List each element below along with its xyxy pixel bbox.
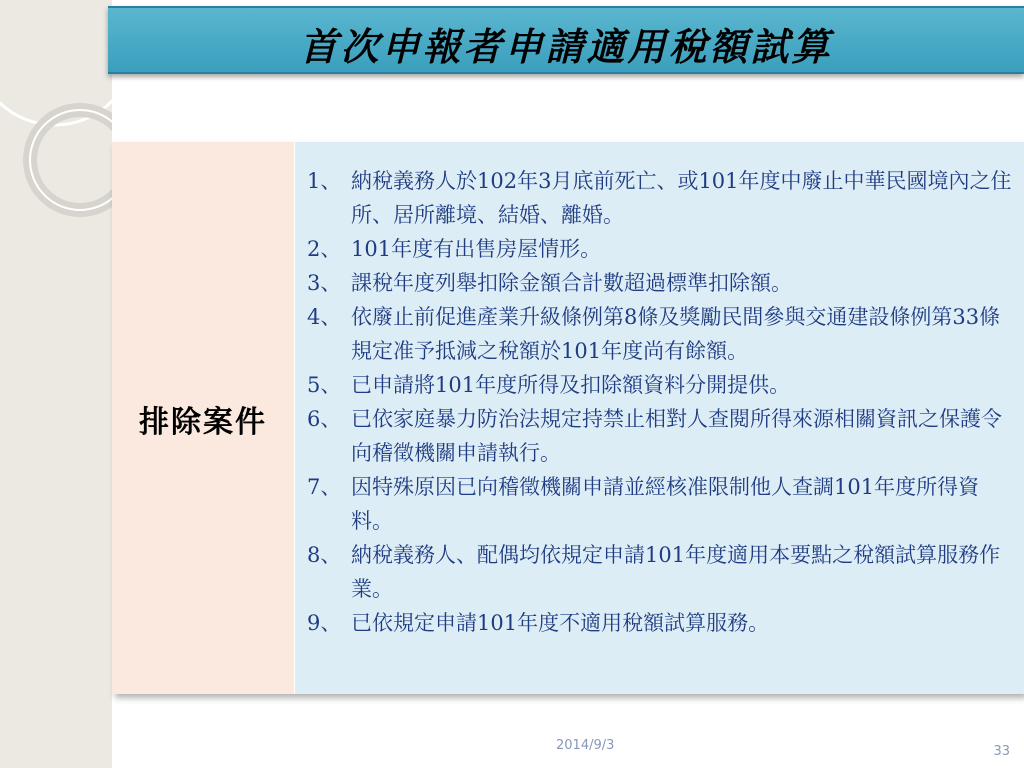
list-item	[307, 538, 1018, 606]
item-number: 8、	[307, 543, 342, 567]
ring-gray	[30, 110, 112, 210]
page-number: 33	[993, 744, 1010, 759]
item-text: 已依規定申請101年度不適用稅額試算服務。	[351, 611, 770, 635]
item-number: 2、	[307, 237, 342, 261]
item-text: 101年度有出售房屋情形。	[351, 237, 602, 261]
item-number: 7、	[307, 475, 342, 499]
list-item	[307, 470, 1018, 538]
list-item	[307, 402, 1018, 470]
label-cell	[112, 142, 295, 694]
item-number: 5、	[307, 373, 342, 397]
list-item	[307, 300, 1018, 368]
items-cell	[295, 142, 1024, 694]
decorative-rings	[0, 0, 112, 260]
slide-title: 首次申報者申請適用稅額試算	[299, 24, 833, 69]
list-item	[307, 164, 1018, 232]
list-item	[307, 232, 1018, 266]
list-item	[307, 368, 1018, 402]
footer-date: 2014/9/3	[556, 738, 615, 753]
exclusion-table	[112, 142, 1024, 694]
item-number: 3、	[307, 271, 342, 295]
item-text: 已申請將101年度所得及扣除額資料分開提供。	[351, 373, 791, 397]
item-text: 依廢止前促進產業升級條例第8條及獎勵民間參與交通建設條例第33條規定准予抵減之稅額於101年度尚有餘額。	[351, 305, 1001, 363]
item-text: 納稅義務人於102年3月底前死亡、或101年度中廢止中華民國境內之住所、居所離境、結婚、離婚。	[351, 169, 1012, 227]
list-item	[307, 266, 1018, 300]
exclusion-list	[295, 142, 1024, 640]
item-text: 課稅年度列舉扣除金額合計數超過標準扣除額。	[351, 271, 792, 295]
item-number: 4、	[307, 305, 342, 329]
item-number: 1、	[307, 169, 342, 193]
title-bar	[108, 6, 1024, 74]
item-number: 6、	[307, 407, 342, 431]
item-text: 因特殊原因已向稽徵機關申請並經核准限制他人查調101年度所得資料。	[351, 475, 980, 533]
item-text: 納稅義務人、配偶均依規定申請101年度適用本要點之稅額試算服務作業。	[351, 543, 1001, 601]
list-item	[307, 606, 1018, 640]
item-text: 已依家庭暴力防治法規定持禁止相對人查閱所得來源相關資訊之保護令向稽徵機關申請執行。	[351, 407, 1002, 465]
item-number: 9、	[307, 611, 342, 635]
row-label: 排除案件	[139, 405, 267, 440]
